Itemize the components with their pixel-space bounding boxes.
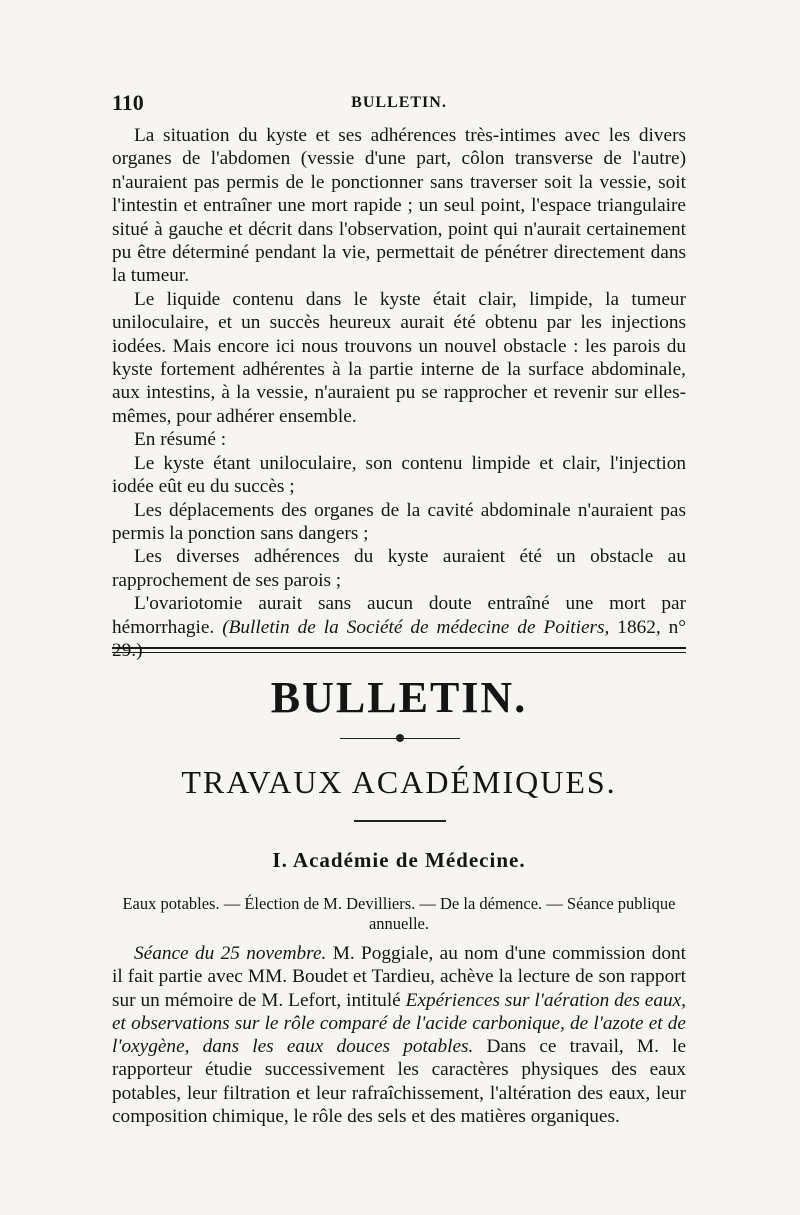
section-divider	[112, 647, 686, 653]
section-title: I. Académie de Médecine.	[272, 848, 526, 872]
page-header	[112, 90, 686, 118]
citation-source: (Bulletin de la Société de médecine de Poitiers,	[222, 616, 610, 638]
running-head: BULLETIN.	[351, 94, 447, 111]
seance-date: Séance du 25 novembre.	[134, 943, 327, 964]
divider-thick	[112, 647, 686, 649]
seance-text-2: Dans ce travail, M. le rapporteur étudie successivement les caractères physiques des eaux potables, leur filtration et leur rafraîchissement, l'altération des eaux, leur composition chimique, le rôle des sels et des matières organiques.	[112, 1036, 687, 1128]
divider-thin	[112, 652, 686, 653]
article-body	[112, 124, 686, 662]
paragraph-adherences: Les diverses adhérences du kyste auraient été un obstacle au rapprochement de ses parois ;	[112, 546, 686, 591]
short-divider	[354, 820, 446, 822]
page-number: 110	[112, 90, 144, 115]
ornament-dot	[396, 734, 404, 742]
memoire-title: Expériences sur l'aération des eaux, et observations sur le rôle comparé de l'acide carbonique, de l'azote et de l'oxygène, dans les eaux douces potables.	[112, 989, 686, 1058]
paragraph-resume: En résumé :	[134, 429, 227, 451]
ovariotomie-text: L'ovariotomie aurait sans aucun doute entraîné une mort par hémorrhagie.	[112, 593, 686, 638]
paragraph-liquide: Le liquide contenu dans le kyste était clair, limpide, la tumeur uniloculaire, et un succès heureux aurait été obtenu par les injections iodées. Mais encore ici nous trouvons un nouvel obstacle : les parois du kyste fortement adhérentes à la partie interne de la surface abdominale, aux intestins, à la vessie, n'auraient pu se rapprocher et revenir sur elles-mêmes, pour adhérer ensemble.	[112, 288, 686, 427]
section-summary: Eaux potables. — Élection de M. Devilliers. — De la démence. — Séance publique annuelle.	[122, 894, 676, 933]
seance-body	[112, 942, 686, 1128]
bulletin-title: BULLETIN.	[270, 673, 528, 722]
paragraph-deplacements: Les déplacements des organes de la cavité abdominale n'auraient pas permis la ponction sans dangers ;	[112, 499, 686, 544]
ornament-divider	[340, 733, 460, 743]
paragraph-situation: La situation du kyste et ses adhérences très-intimes avec les divers organes de l'abdomen (vessie d'une part, côlon transverse de l'autre) n'auraient pas permis de le ponctionner sans traverser soit la vessie, soit l'intestin et entraîner une mort rapide ; un seul point, l'espace triangulaire situé à gauche et décrit dans l'observation, point qui n'aurait certainement pu être déterminé pendant la vie, permettait de pénétrer directement dans la tumeur.	[112, 125, 686, 287]
paragraph-seance	[112, 942, 686, 1128]
citation-number: 1862, n° 29.)	[112, 616, 686, 661]
travaux-title: TRAVAUX ACADÉMIQUES.	[181, 764, 617, 800]
seance-text-1: M. Poggiale, au nom d'une commission dont il fait partie avec MM. Boudet et Tardieu, achève la lecture de son rapport sur un mémoire de M. Lefort, intitulé	[112, 943, 686, 1011]
paragraph-kyste: Le kyste étant uniloculaire, son contenu limpide et clair, l'injection iodée eût eu du succès ;	[112, 452, 686, 498]
